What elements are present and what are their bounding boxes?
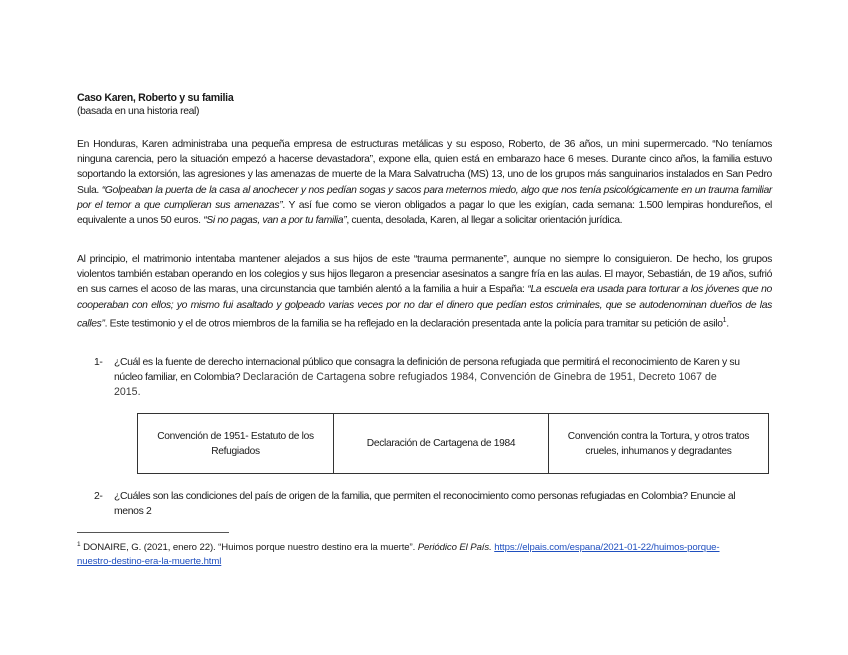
table-cell-2: Declaración de Cartagena de 1984: [334, 414, 549, 474]
paragraph-1-text-c: . Y así fue como se vieron obligados a pagar lo que les exigían, cada semana: 1.500 lempiras hondureños, el equivalente a unos 50 euros.: [77, 199, 772, 227]
question-1-body: [114, 355, 746, 401]
conventions-table: [137, 413, 769, 474]
table-cell-3: Convención contra la Tortura, y otros tratos crueles, inhumanos y degradantes: [549, 414, 769, 474]
paragraph-2-text-d: .: [726, 318, 729, 330]
footnote-divider: [77, 532, 229, 533]
case-subtitle: (basada en una historia real): [77, 106, 200, 117]
footnote: [77, 538, 737, 568]
paragraph-1-quote-1: “Golpeaban la puerta de la casa al anochecer y nos pedían sogas y sacos para meternos miedo, algo que nos tenía psicológicamente en un trauma familiar por el temor a que cumplieran sus amenazas”: [77, 184, 772, 211]
footnote-marker: 1: [77, 541, 81, 548]
paragraph-2-quote: “La escuela era usada para torturar a los jóvenes que no cooperaban con ellos; yo mismo fui asaltado y golpeado varias veces por no dar el dinero que pedían estos criminales, que se autodenominan dueños de las calles”: [77, 284, 772, 330]
paragraph-1: [77, 137, 772, 228]
footnote-link[interactable]: https://elpais.com/espana/2021-01-22/huimos-porque-nuestro-destino-era-la-muerte.html: [77, 542, 720, 567]
paragraph-1-quote-2: “Si no pagas, van a por tu familia”: [203, 215, 347, 227]
question-1-answer: Declaración de Cartagena sobre refugiados 1984, Convención de Ginebra de 1951, Decreto 1067 de 2015.: [114, 371, 717, 399]
paragraph-2-text-c: . Este testimonio y el de otros miembros de la familia se ha reflejado en la declaración presentada ante la policía para tramitar su petición de asilo: [104, 318, 723, 330]
paragraph-1-text-e: , cuenta, desolada, Karen, al llegar a solicitar orientación jurídica.: [346, 215, 623, 227]
paragraph-2-text-a: Al principio, el matrimonio intentaba mantener alejados a sus hijos de este “trauma permanente”, aunque no siempre lo consiguieron. De hecho, los grupos violentos también estaban operando en los colegios y sus hijos llegaron a presenciar asesinatos a sangre fría en las aulas. El mayor, Sebastián, de 19 años, sufrió en sus carnes el acoso de las maras, una circunstancia que también alentó a la familia a huir a España:: [77, 254, 772, 296]
footnote-reference: 1: [722, 316, 727, 324]
question-1-text: ¿Cuál es la fuente de derecho internacional público que consagra la definición de persona refugiada que permitirá el reconocimiento de Karen y su núcleo familiar, en Colombia?: [114, 357, 740, 384]
question-2-number: 2-: [94, 491, 103, 502]
footnote-text: DONAIRE, G. (2021, enero 22). “Huimos porque nuestro destino era la muerte”.: [80, 542, 418, 554]
paragraph-2: [77, 252, 772, 331]
paragraph-1-text-a: En Honduras, Karen administraba una pequeña empresa de estructuras metálicas y su esposo, Roberto, de 36 años, un mini supermercado. “No teníamos ninguna carencia, pero la situación empezó a hacerse devastadora”, expone ella, quien está en embarazo hace 6 meses. Durante cinco años, la familia estuvo soportando la extorsión, las agresiones y las amenazas de muerte de la Mara Salvatrucha (MS) 13, uno de los grupos más sanguinarios instalados en San Pedro Sula.: [77, 139, 772, 196]
question-2-text: ¿Cuáles son las condiciones del país de origen de la familia, que permiten el reconocimiento como personas refugiadas en Colombia? Enuncie al menos 2: [114, 491, 736, 518]
table-cell-1: Convención de 1951- Estatuto de los Refugiados: [138, 414, 334, 474]
case-title: Caso Karen, Roberto y su familia: [77, 92, 234, 104]
question-1-number: 1-: [94, 357, 103, 368]
table-row: [138, 414, 769, 474]
footnote-source: Periódico El País.: [417, 542, 492, 554]
